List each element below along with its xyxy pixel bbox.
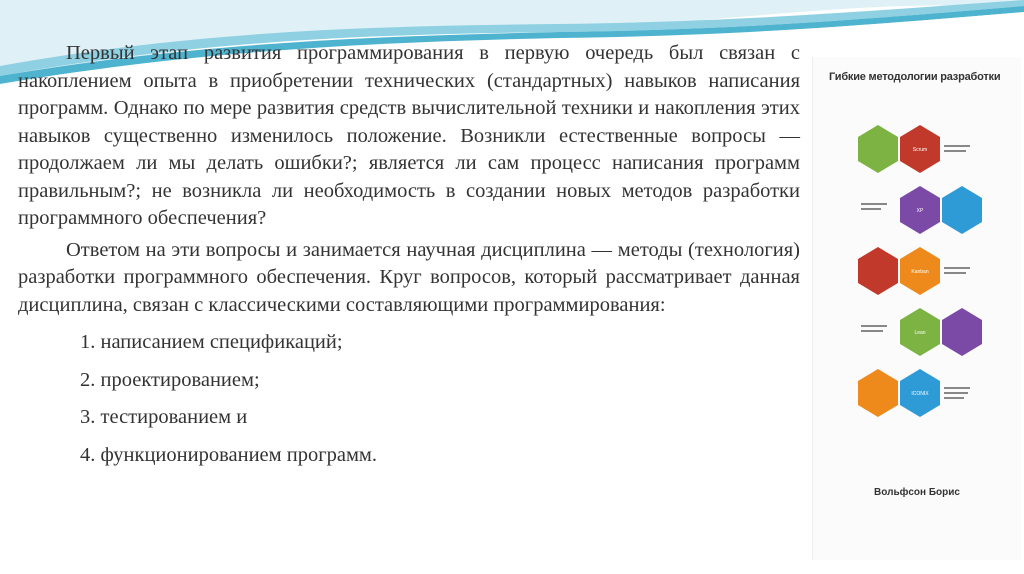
hexagon-purple-icon [942, 308, 982, 356]
hex-label-xp: XP [916, 208, 924, 214]
hexagon-orange-icon [858, 369, 898, 417]
list-item: 1. написанием спецификаций; [80, 331, 343, 353]
side-caption [944, 150, 966, 152]
book-author: Вольфсон Борис [874, 487, 960, 498]
side-caption [944, 392, 968, 394]
hex-label-lean: Lean [914, 330, 926, 336]
hexagon-red-icon [858, 247, 898, 295]
book-cover-image [812, 57, 1021, 560]
list-item: 2. проектированием; [80, 368, 260, 391]
hexagon-blue-icon [942, 186, 982, 234]
side-caption [944, 267, 970, 269]
slide-body [18, 40, 800, 479]
side-caption [861, 203, 887, 205]
hex-label-kanban: Kanban [911, 269, 929, 275]
paragraph-intro: Первый этап развития программирования в первую очередь был связан с накоплением опыта в приобретении технических (стандартных) навыков написания программ. Однако по мере развития средств вычислительной техники и накопления этих навыков существенно изменилось положение. Возникли естественные вопросы — продолжаем ли мы делать ошибки?; является ли сам процесс написания программ правильным?; не возникла ли необходимость в создании новых методов разработки программного обеспечения? [18, 42, 800, 229]
side-caption [944, 272, 966, 274]
side-caption [944, 387, 970, 389]
paragraph-answer: Ответом на эти вопросы и занимается научная дисциплина — методы (технология) разработки программного обеспечения. Круг вопросов, который рассматривает данная дисциплина, связан с классическими составляющими программирования: [18, 238, 800, 316]
side-caption [861, 208, 881, 210]
side-caption [944, 397, 964, 399]
hexagon-green-icon [858, 125, 898, 173]
list-item: 3. тестированием и [80, 406, 248, 428]
book-title: Гибкие методологии разработки [829, 71, 1001, 83]
hex-label-scrum: Scrum [912, 147, 928, 153]
components-list [18, 329, 800, 469]
side-caption [861, 325, 887, 327]
hex-label-iconix: ICONIX [911, 391, 929, 397]
hexagon-illustration [813, 97, 1021, 477]
list-item: 4. функционированием программ. [80, 443, 378, 466]
side-caption [944, 145, 970, 147]
side-caption [861, 330, 883, 332]
